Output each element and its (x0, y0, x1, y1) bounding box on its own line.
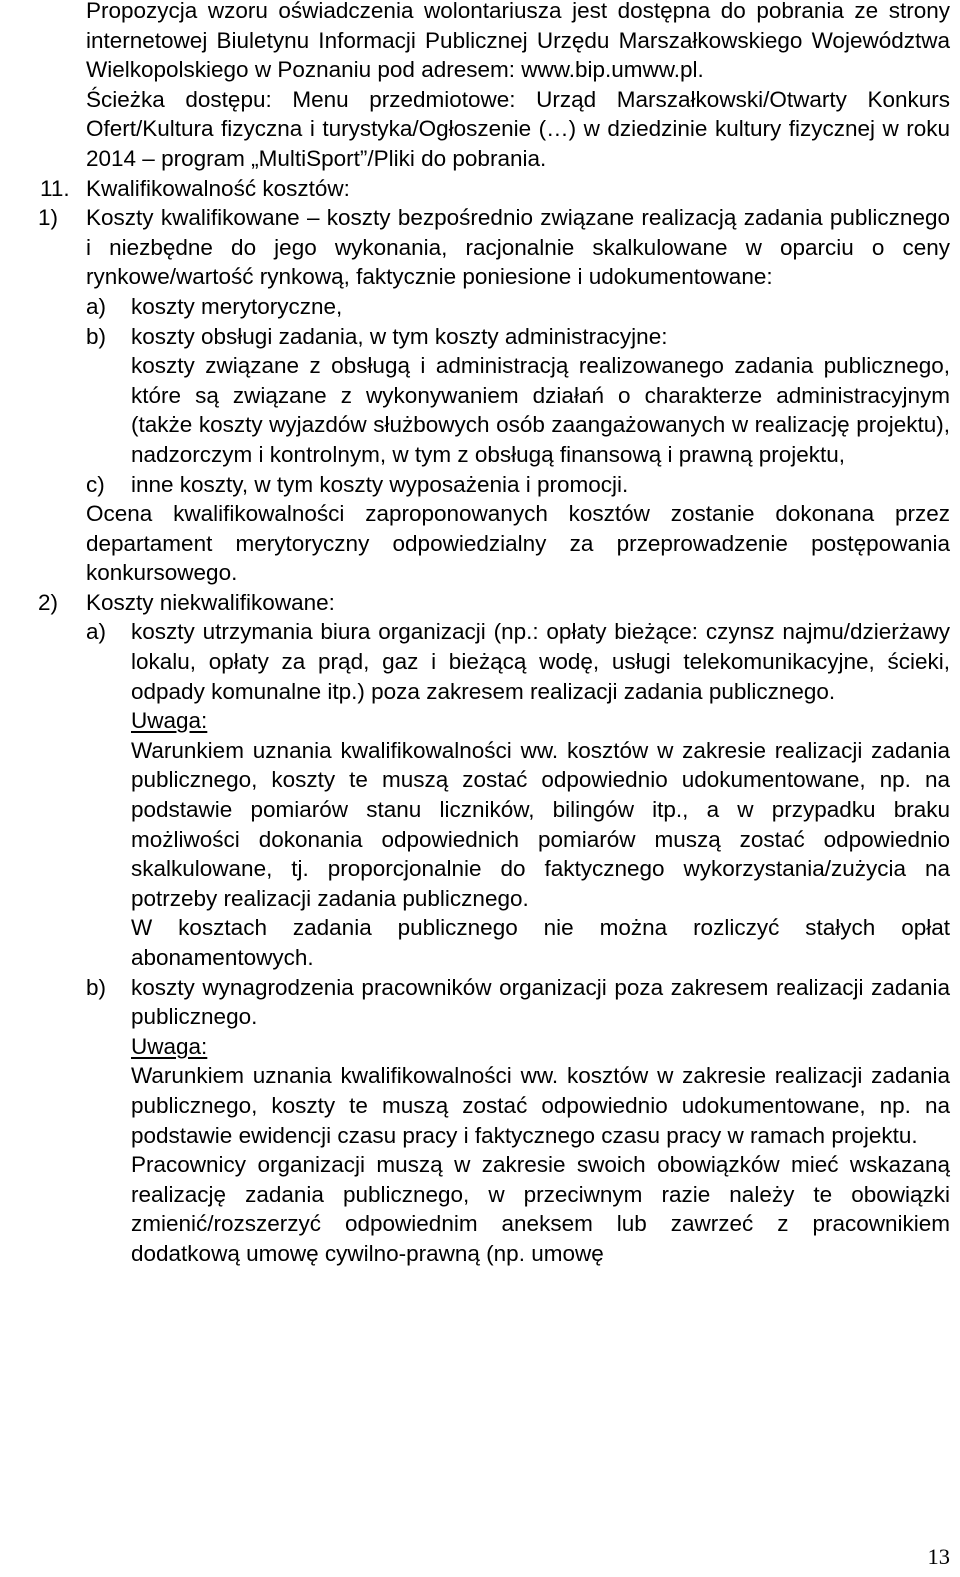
item-1-b-text: koszty obsługi zadania, w tym koszty administracyjne: (131, 323, 668, 349)
item-2-b-note-text: Warunkiem uznania kwalifikowalności ww. kosztów w zakresie realizacji zadania publicznego, koszty te muszą zostać odpowiednio udokumentowane, np. na podstawie ewidencji czasu pracy i faktycznego czasu pracy w ramach projektu. (131, 1063, 950, 1148)
item-2-a-note-label-text: Uwaga: (131, 708, 208, 734)
section-11-heading (40, 174, 950, 204)
item-2-a-text: koszty utrzymania biura organizacji (np.: opłaty bieżące: czynsz najmu/dzierżawy lokalu, opłaty za prąd, gaz i bieżącą wodę, usługi telekomunikacyjne, ścieki, odpady komunalne itp.) poza zakresem realizacji zadania publicznego. (131, 619, 950, 704)
item-1-b (86, 322, 950, 352)
item-2-a-letter: a) (86, 619, 107, 645)
item-1-a-letter: a) (86, 293, 107, 319)
item-1-number: 1) (38, 205, 59, 231)
item-1-b-letter: b) (86, 323, 107, 349)
item-1-c (86, 470, 950, 500)
section-11-title: Kwalifikowalność kosztów: (86, 175, 350, 201)
item-2-b-extra: Pracownicy organizacji muszą w zakresie swoich obowiązków mieć wskazaną realizację zadania publicznego, w przeciwnym razie należy te obowiązki zmienić/rozszerzyć odpowiednim aneksem lub zawrzeć z pracownikiem dodatkową umowę cywilno-prawną (np. umowę (131, 1152, 950, 1266)
page-number: 13 (927, 1544, 950, 1569)
item-2-a (86, 617, 950, 706)
item-2-b-letter: b) (86, 974, 107, 1000)
intro-paragraph-download: Propozycja wzoru oświadczenia wolontariusza jest dostępna do pobrania ze strony internetowej Biuletynu Informacji Publicznej Urzędu Marszałkowskiego Województwa Wielkopolskiego w Poznaniu pod adresem: www.bip.umww.pl. (86, 0, 950, 83)
item-1-c-letter: c) (86, 471, 105, 497)
item-1-assessment: Ocena kwalifikowalności zaproponowanych kosztów zostanie dokonana przez departament merytoryczny odpowiedzialny za przeprowadzenie postępowania konkursowego. (86, 501, 950, 586)
item-2-a-extra: W kosztach zadania publicznego nie można rozliczyć stałych opłat abonamentowych. (131, 915, 950, 970)
item-1-a-text: koszty merytoryczne, (131, 293, 343, 319)
item-2-a-note-label (131, 706, 950, 736)
item-2-b-note-label-text: Uwaga: (131, 1033, 208, 1059)
item-1-text: Koszty kwalifikowane – koszty bezpośrednio związane realizacją zadania publicznego i niezbędne do jego wykonania, racjonalnie skalkulowane w oparciu o ceny rynkowe/wartość rynkową, faktycznie poniesione i udokumentowane: (86, 205, 950, 290)
item-2-b-text: koszty wynagrodzenia pracowników organizacji poza zakresem realizacji zadania publicznego. (131, 974, 950, 1030)
item-2-number: 2) (38, 589, 59, 615)
item-1 (38, 203, 950, 292)
section-11-number: 11. (40, 175, 70, 201)
item-1-c-text: inne koszty, w tym koszty wyposażenia i promocji. (131, 471, 629, 497)
item-1-b-detail: koszty związane z obsługą i administracją realizowanego zadania publicznego, które są związane z wykonywaniem działań o charakterze administracyjnym (także koszty wyjazdów służbowych osób zaangażowanych w realizację projektu), nadzorczym i kontrolnym, w tym z obsługą finansową i prawną projektu, (131, 353, 950, 467)
intro-paragraph-access-path: Ścieżka dostępu: Menu przedmiotowe: Urząd Marszałkowski/Otwarty Konkurs Ofert/Kultura fizyczna i turystyka/Ogłoszenie (…) w dziedzinie kultury fizycznej w roku 2014 – program „MultiSport”/Pliki do pobrania. (86, 86, 950, 171)
item-2-b-note-label (131, 1032, 950, 1062)
item-2-a-note-text: Warunkiem uznania kwalifikowalności ww. kosztów w zakresie realizacji zadania publicznego, koszty te muszą zostać odpowiednio udokumentowane, np. na podstawie pomiarów stanu liczników, bilingów itp., a w przypadku braku możliwości dokonania odpowiednich pomiarów muszą zostać odpowiednio skalkulowane, tj. proporcjonalnie do faktycznego wykorzystania/zużycia na potrzeby realizacji zadania publicznego. (131, 737, 950, 911)
item-2-text: Koszty niekwalifikowane: (86, 589, 335, 615)
item-1-a (86, 292, 950, 322)
item-2 (38, 588, 950, 618)
item-2-b (86, 973, 950, 1032)
